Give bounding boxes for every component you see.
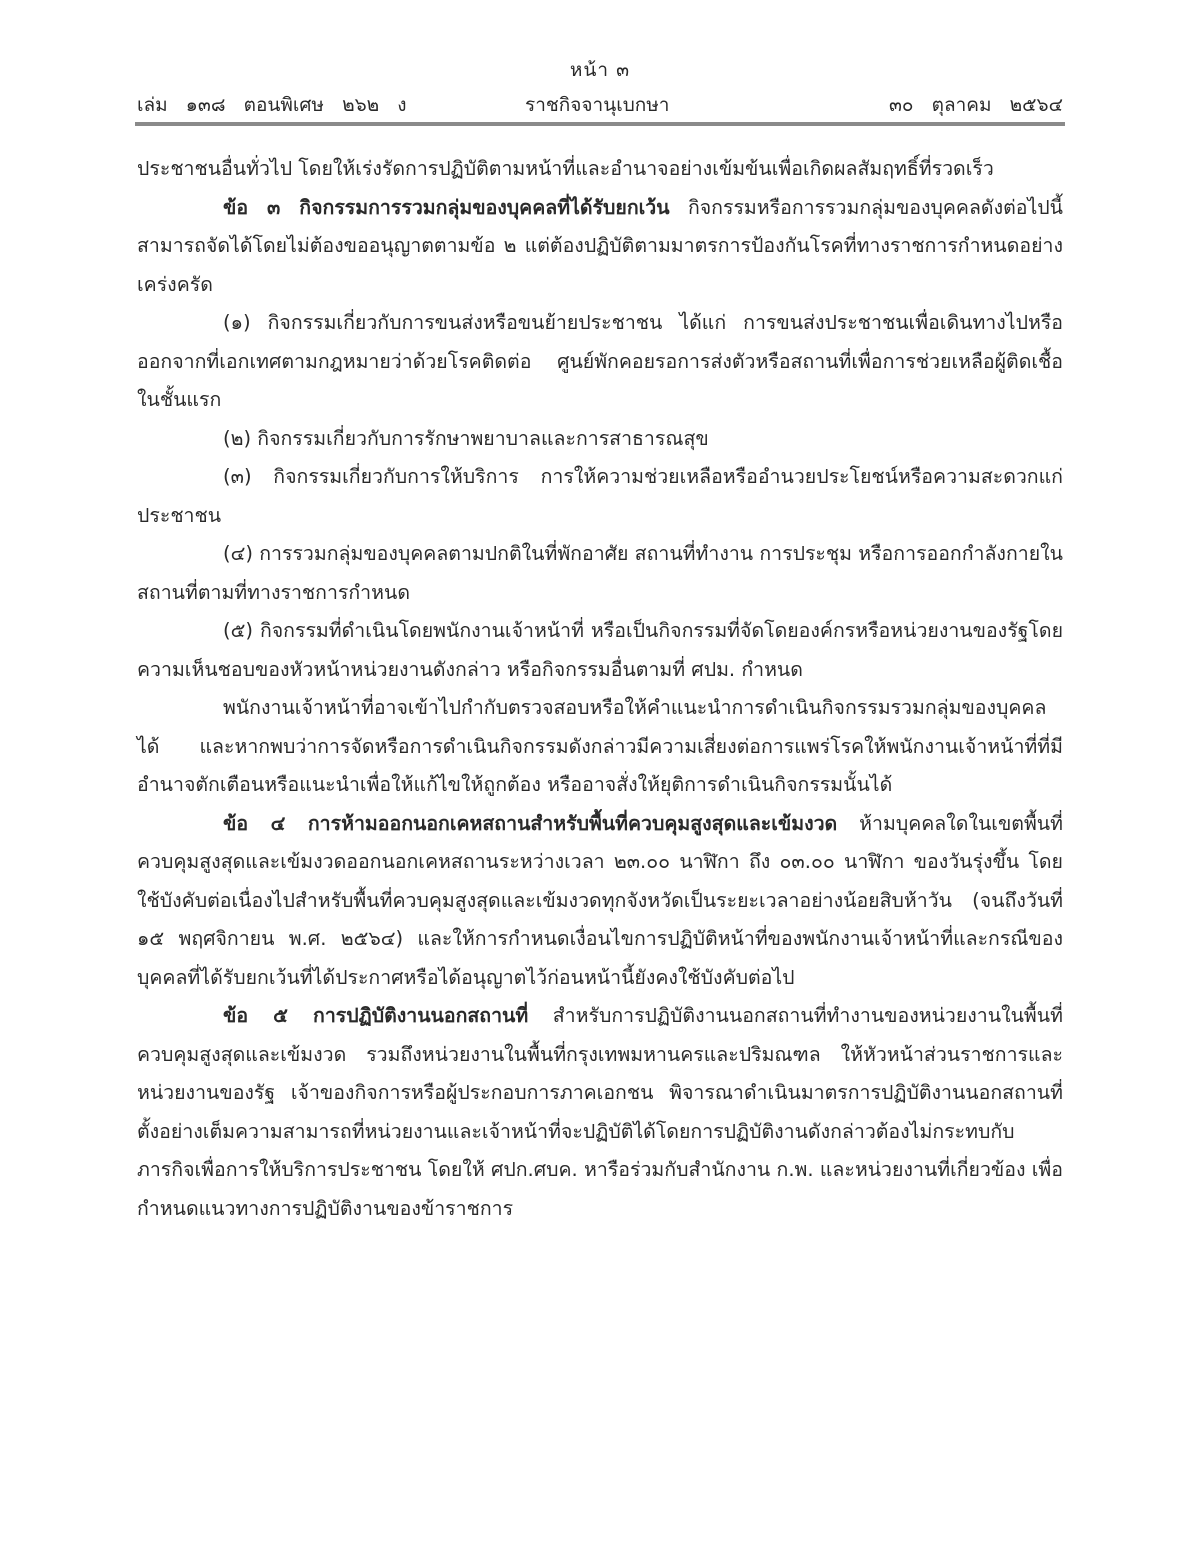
publication-date: ๓๐ ตุลาคม ๒๕๖๔ [888,94,1063,116]
officer-paragraph: พนักงานเจ้าหน้าที่อาจเข้าไปกำกับตรวจสอบหรือให้คำแนะนำการดำเนินกิจกรรมรวมกลุ่มของบุคคลได้ และหากพบว่าการจัดหรือการดำเนินกิจกรรมดังกล่าวมีความเสี่ยงต่อการแพร่โรคให้พนักงานเจ้าหน้าที่ที่มีอำนาจตักเตือนหรือแนะนำเพื่อให้แก้ไขให้ถูกต้อง หรืออาจสั่งให้ยุติการดำเนินกิจกรรมนั้นได้ [137,696,1063,796]
publication-name: ราชกิจจานุเบกษา [525,94,670,116]
page-number: หน้า ๓ [569,59,631,81]
volume-issue: เล่ม ๑๓๘ ตอนพิเศษ ๒๖๒ ง [137,94,407,116]
clause-4-heading: ข้อ ๔ การห้ามออกนอกเคหสถานสำหรับพื้นที่ควบคุมสูงสุดและเข้มงวด [223,811,838,835]
clause-5-text: สำหรับการปฏิบัติงานนอกสถานที่ทำงานของหน่วยงานในพื้นที่ควบคุมสูงสุดและเข้มงวด รวมถึงหน่วยงานในพื้นที่กรุงเทพมหานครและปริมณฑล ให้หัวหน้าส่วนราชการและหน่วยงานของรัฐ เจ้าของกิจการหรือผู้ประกอบการภาคเอกชน พิจารณาดำเนินมาตรการปฏิบัติงานนอกสถานที่ตั้งอย่างเต็มความสามารถที่หน่วยงานและเจ้าหน้าที่จะปฏิบัติได้โดยการปฏิบัติงานดังกล่าวต้องไม่กระทบกับภารกิจเพื่อการให้บริการประชาชน โดยให้ ศปก.ศบค. หารือร่วมกับสำนักงาน ก.พ. และหน่วยงานที่เกี่ยวข้อง เพื่อกำหนดแนวทางการปฏิบัติงานของข้าราชการ [137,1004,1063,1220]
clause-3-item-2: (๒) กิจกรรมเกี่ยวกับการรักษาพยาบาลและการสาธารณสุข [223,426,709,450]
clause-3-item-4: (๔) การรวมกลุ่มของบุคคลตามปกติในที่พักอาศัย สถานที่ทำงาน การประชุม หรือการออกกำลังกายในสถานที่ตามที่ทางราชการกำหนด [137,542,1063,604]
clause-5-heading: ข้อ ๕ การปฏิบัติงานนอกสถานที่ [223,1004,529,1027]
clause-4 [137,805,1063,998]
document-body [137,150,1063,1228]
running-header [137,90,1063,118]
clause-3-text: กิจกรรมหรือการรวมกลุ่มของบุคคลดังต่อไปนี้สามารถจัดได้โดยไม่ต้องขออนุญาตตามข้อ ๒ แต่ต้องปฏิบัติตามมาตรการป้องกันโรคที่ทางราชการกำหนดอย่างเคร่งครัด [137,195,1063,296]
clause-3 [137,189,1063,305]
header-rule [135,122,1065,126]
clause-5 [137,997,1063,1228]
clause-3-item-1: (๑) กิจกรรมเกี่ยวกับการขนส่งหรือขนย้ายประชาชน ได้แก่ การขนส่งประชาชนเพื่อเดินทางไปหรือออกจากที่เอกเทศตามกฎหมายว่าด้วยโรคติดต่อ ศูนย์พักคอยรอการส่งตัวหรือสถานที่เพื่อการช่วยเหลือผู้ติดเชื้อในชั้นแรก [137,311,1063,411]
clause-3-item-5: (๕) กิจกรรมที่ดำเนินโดยพนักงานเจ้าหน้าที่ หรือเป็นกิจกรรมที่จัดโดยองค์กรหรือหน่วยงานของรัฐโดยความเห็นชอบของหัวหน้าหน่วยงานดังกล่าว หรือกิจกรรมอื่นตามที่ ศปม. กำหนด [137,619,1063,681]
paragraph-continuation: ประชาชนอื่นทั่วไป โดยให้เร่งรัดการปฏิบัติตามหน้าที่และอำนาจอย่างเข้มข้นเพื่อเกิดผลสัมฤทธิ์ที่รวดเร็ว [137,157,994,180]
clause-4-text: ห้ามบุคคลใดในเขตพื้นที่ควบคุมสูงสุดและเข้มงวดออกนอกเคหสถานระหว่างเวลา ๒๓.๐๐ นาฬิกา ถึง ๐๓.๐๐ นาฬิกา ของวันรุ่งขึ้น โดยใช้บังคับต่อเนื่องไปสำหรับพื้นที่ควบคุมสูงสุดและเข้มงวดทุกจังหวัดเป็นระยะเวลาอย่างน้อยสิบห้าวัน (จนถึงวันที่ ๑๕ พฤศจิกายน พ.ศ. ๒๕๖๔) และให้การกำหนดเงื่อนไขการปฏิบัติหน้าที่ของพนักงานเจ้าหน้าที่และกรณีของบุคคลที่ได้รับยกเว้นที่ได้ประกาศหรือได้อนุญาตไว้ก่อนหน้านี้ยังคงใช้บังคับต่อไป [137,811,1063,989]
clause-3-heading: ข้อ ๓ กิจกรรมการรวมกลุ่มของบุคคลที่ได้รับยกเว้น [223,195,670,219]
clause-3-item-3: (๓) กิจกรรมเกี่ยวกับการให้บริการ การให้ความช่วยเหลือหรืออำนวยประโยชน์หรือความสะดวกแก่ประชาชน [137,465,1063,527]
